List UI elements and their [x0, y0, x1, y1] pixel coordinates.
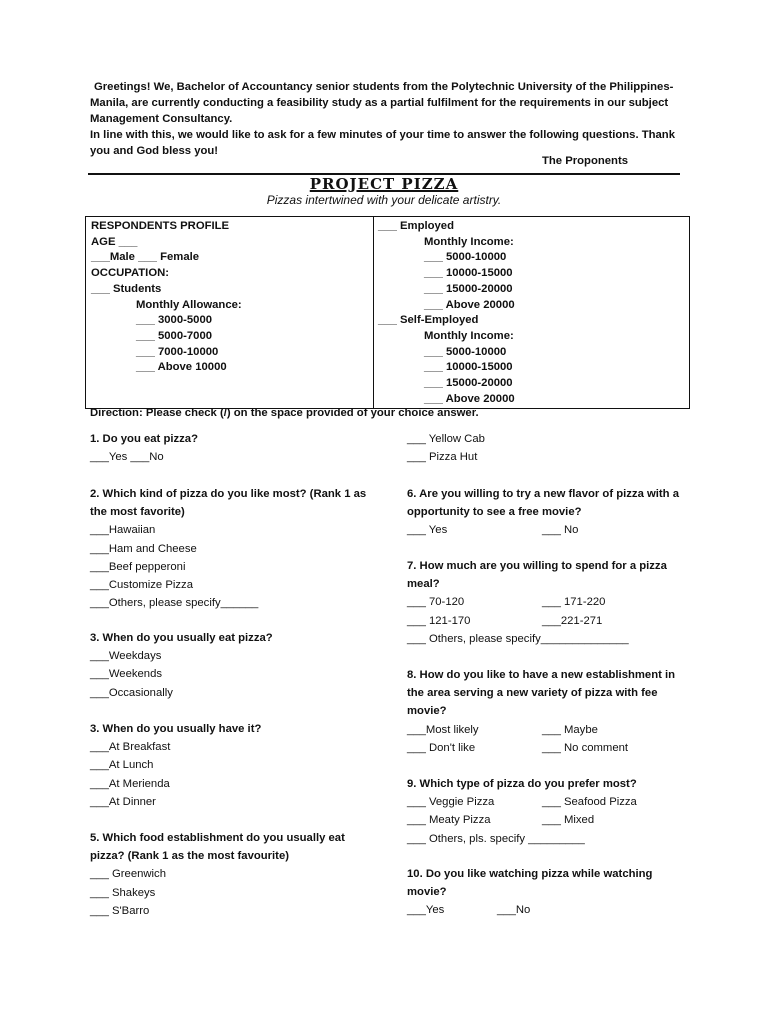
answer-option[interactable]: ___ Shakeys	[90, 886, 156, 899]
gender-field[interactable]: ___Male ___ Female	[91, 251, 200, 264]
intro-paragraph-2: In line with this, we would like to ask for a few minutes of your time to answer the following questions. Thank you and God bless you!	[90, 129, 675, 157]
question-text: the most favorite)	[90, 506, 185, 519]
employed-income-option[interactable]: ___ 5000-10000	[424, 251, 507, 264]
employed-income-option[interactable]: ___ 15000-20000	[424, 282, 513, 295]
allowance-option[interactable]: ___ 7000-10000	[136, 345, 219, 358]
allowance-label: Monthly Allowance:	[136, 298, 242, 311]
answer-option[interactable]: ___At Dinner	[90, 795, 156, 808]
question-text: movie?	[407, 705, 447, 718]
question-text: 6. Are you willing to try a new flavor of pizza with a	[407, 488, 680, 500]
answer-option[interactable]: ___ Mixed	[542, 814, 595, 827]
allowance-option[interactable]: ___ Above 10000	[136, 361, 227, 374]
page-subtitle: Pizzas intertwined with your delicate artistry.	[266, 193, 502, 207]
question-7	[407, 557, 667, 648]
self-income-option[interactable]: ___ 5000-10000	[424, 345, 507, 358]
self-income-label: Monthly Income:	[424, 329, 514, 342]
answer-option[interactable]: ___ Pizza Hut	[407, 451, 478, 464]
answer-option[interactable]: ___ No comment	[542, 741, 629, 754]
answer-option[interactable]: ___At Merienda	[90, 777, 170, 790]
question-text: pizza? (Rank 1 as the most favourite)	[90, 850, 289, 863]
answer-option[interactable]: ___No	[497, 904, 531, 917]
signature: The Proponents	[542, 155, 628, 167]
question-text: movie?	[407, 886, 447, 899]
employed-option[interactable]: ___ Employed	[378, 220, 454, 232]
respondents-profile-box	[85, 216, 690, 409]
answer-option[interactable]: ___ Don't like	[407, 741, 476, 754]
intro-paragraph-1: Greetings! We, Bachelor of Accountancy senior students from the Polytechnic University of the Philippines-Manila, are currently conducting a feasibility study as a partial fulfilment for the requirements in our subject Management Consultancy.	[90, 81, 674, 125]
answer-option[interactable]: ___ 171-220	[542, 596, 606, 609]
question-10	[407, 865, 652, 920]
question-9	[407, 775, 637, 848]
question-text: 9. Which type of pizza do you prefer most?	[407, 778, 637, 790]
age-field[interactable]: AGE ___	[91, 235, 138, 248]
self-income-option[interactable]: ___ 10000-15000	[424, 361, 513, 374]
answer-option[interactable]: ___ Yes	[407, 524, 448, 537]
answer-row	[407, 739, 675, 757]
answer-option[interactable]: ___Beef pepperoni	[90, 560, 186, 573]
question-text: 5. Which food establishment do you usually eat	[90, 832, 345, 844]
employed-income-label: Monthly Income:	[424, 235, 514, 248]
answer-option[interactable]: ___Others, please specify______	[90, 597, 259, 610]
question-text: 1. Do you eat pizza?	[90, 433, 198, 445]
page-title: PROJECT PIZZA	[309, 175, 459, 193]
answer-option[interactable]: ___ 70-120	[407, 596, 465, 609]
answer-row	[407, 901, 652, 919]
answer-option[interactable]: ___ Veggie Pizza	[407, 796, 495, 809]
answer-row	[407, 593, 667, 611]
occupation-label: OCCUPATION:	[91, 267, 170, 280]
allowance-option[interactable]: ___ 3000-5000	[136, 314, 213, 327]
question-5-continued	[407, 430, 485, 466]
answer-option[interactable]: ___ Meaty Pizza	[407, 814, 491, 827]
self-employed-option[interactable]: ___ Self-Employed	[378, 314, 479, 327]
question-text: 10. Do you like watching pizza while watching	[407, 868, 653, 880]
answer-option[interactable]: ___ Yellow Cab	[407, 433, 485, 445]
answer-option[interactable]: ___ No	[542, 524, 579, 537]
students-option[interactable]: ___ Students	[91, 282, 162, 295]
answer-option[interactable]: ___Ham and Cheese	[90, 542, 197, 555]
question-text: meal?	[407, 578, 440, 591]
self-income-option[interactable]: ___ 15000-20000	[424, 377, 513, 389]
answer-option[interactable]: ___At Lunch	[90, 759, 154, 772]
self-income-option[interactable]: ___ Above 20000	[424, 392, 515, 405]
answer-option[interactable]: ___ S'Barro	[90, 904, 150, 917]
employed-income-option[interactable]: ___ 10000-15000	[424, 267, 513, 280]
question-6	[407, 485, 679, 540]
intro-text	[90, 79, 680, 159]
question-text: opportunity to see a free movie?	[407, 506, 582, 519]
answer-option[interactable]: ___ Maybe	[542, 723, 598, 736]
question-5	[90, 829, 345, 920]
question-1	[90, 430, 198, 466]
question-2	[90, 485, 366, 612]
question-text: 8. How do you like to have a new establishment in	[407, 669, 676, 681]
answer-option[interactable]: ___ Greenwich	[90, 868, 166, 881]
profile-column-divider	[373, 217, 374, 408]
direction-text: Direction: Please check (/) on the space provided of your choice answer.	[90, 407, 479, 419]
answer-row	[407, 721, 675, 739]
answer-option[interactable]: ___Yes ___No	[90, 451, 164, 464]
answer-option[interactable]: ___ 121-170	[407, 614, 471, 627]
answer-row	[407, 612, 667, 630]
question-text: 7. How much are you willing to spend for a pizza	[407, 560, 667, 572]
answer-option[interactable]: ___Yes	[407, 904, 445, 917]
answer-option[interactable]: ___Occasionally	[90, 686, 173, 699]
answer-option[interactable]: ___Hawaiian	[90, 524, 156, 537]
profile-heading: RESPONDENTS PROFILE	[91, 220, 230, 232]
question-text: 3. When do you usually eat pizza?	[90, 632, 273, 644]
allowance-option[interactable]: ___ 5000-7000	[136, 329, 213, 342]
answer-row	[407, 811, 637, 829]
question-text: the area serving a new variety of pizza with fee	[407, 687, 658, 700]
question-3	[90, 629, 273, 702]
answer-option[interactable]: ___ Seafood Pizza	[542, 796, 637, 809]
answer-option[interactable]: ___Customize Pizza	[90, 579, 193, 592]
answer-option[interactable]: ___Most likely	[407, 723, 479, 736]
question-text: 2. Which kind of pizza do you like most? (Rank 1 as	[90, 488, 367, 500]
answer-option[interactable]: ___ Others, pls. specify _________	[407, 832, 585, 845]
answer-row	[407, 793, 637, 811]
answer-option[interactable]: ___221-271	[542, 614, 603, 627]
answer-option[interactable]: ___Weekends	[90, 668, 163, 681]
question-text: 3. When do you usually have it?	[90, 723, 262, 735]
answer-row	[407, 521, 679, 539]
answer-option[interactable]: ___At Breakfast	[90, 741, 171, 754]
question-4	[90, 720, 261, 811]
answer-option[interactable]: ___Weekdays	[90, 650, 162, 663]
question-8	[407, 666, 675, 757]
answer-option[interactable]: ___ Others, please specify______________	[407, 632, 629, 645]
employed-income-option[interactable]: ___ Above 20000	[424, 298, 515, 311]
